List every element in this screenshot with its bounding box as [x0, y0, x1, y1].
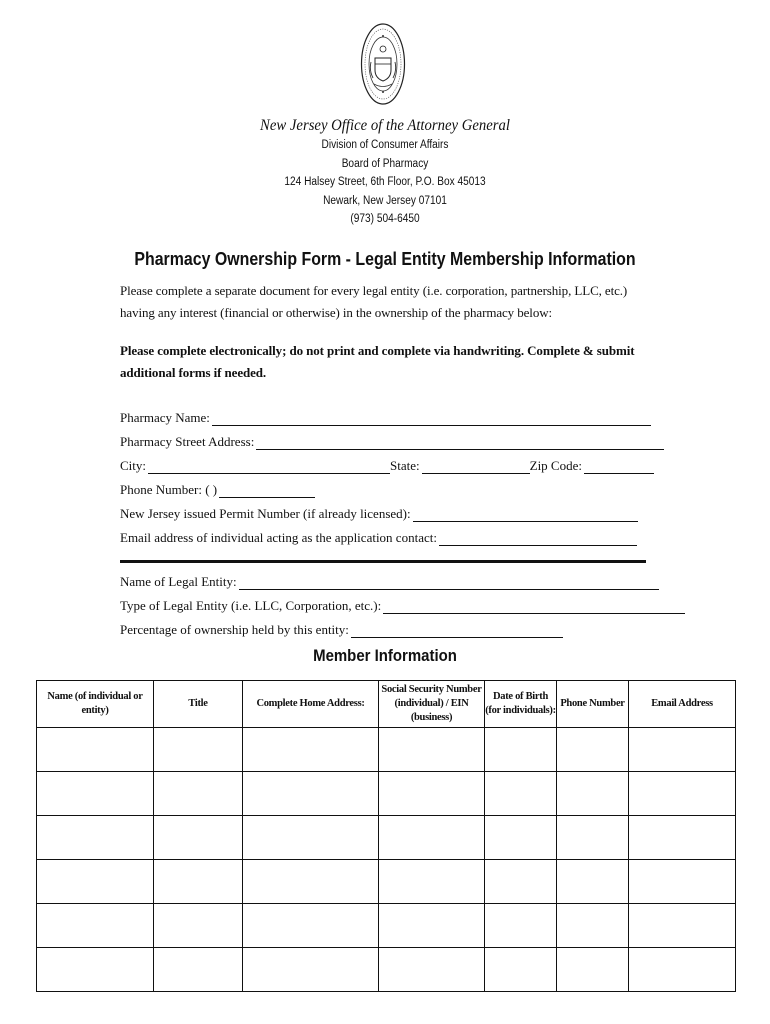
table-cell[interactable]	[243, 772, 379, 816]
permit-label: New Jersey issued Permit Number (if already licensed):	[120, 506, 411, 521]
table-row	[37, 904, 736, 948]
table-row	[37, 728, 736, 772]
table-cell[interactable]	[37, 772, 154, 816]
table-row	[37, 816, 736, 860]
permit-field[interactable]	[120, 506, 638, 522]
entity-type-field[interactable]	[120, 598, 685, 614]
table-cell[interactable]	[154, 772, 243, 816]
table-row	[37, 948, 736, 992]
phone-label: Phone Number: ( )	[120, 482, 218, 497]
city-label: City:	[120, 458, 147, 473]
table-cell[interactable]	[243, 816, 379, 860]
table-cell[interactable]	[629, 728, 736, 772]
table-cell[interactable]	[243, 860, 379, 904]
table-cell[interactable]	[154, 816, 243, 860]
table-cell[interactable]	[485, 772, 557, 816]
table-cell[interactable]	[557, 772, 629, 816]
instruction-text: Please complete a separate document for every legal entity (i.e. corporation, partnership, LLC, etc.) having any interest (financial or otherwise) in the ownership of the pharmacy below:	[120, 283, 628, 320]
ownership-pct-field[interactable]	[120, 622, 563, 638]
table-cell[interactable]	[379, 816, 485, 860]
column-header-address: Complete Home Address:	[243, 681, 379, 728]
zip-line[interactable]	[584, 461, 654, 474]
state-seal-icon	[360, 22, 406, 106]
table-cell[interactable]	[37, 860, 154, 904]
table-cell[interactable]	[629, 772, 736, 816]
ownership-pct-label: Percentage of ownership held by this entity:	[120, 622, 349, 637]
state-line[interactable]	[422, 461, 530, 474]
table-cell[interactable]	[379, 860, 485, 904]
table-cell[interactable]	[379, 728, 485, 772]
phone-field[interactable]	[120, 482, 315, 498]
pharmacy-name-field[interactable]	[120, 410, 651, 426]
phone-line[interactable]	[219, 485, 315, 498]
pharmacy-name-label: Pharmacy Name:	[120, 410, 210, 425]
table-cell[interactable]	[379, 904, 485, 948]
table-cell[interactable]	[37, 904, 154, 948]
member-table-header-row	[37, 681, 736, 728]
table-cell[interactable]	[243, 948, 379, 992]
table-cell[interactable]	[629, 904, 736, 948]
address-line: 124 Halsey Street, 6th Floor, P.O. Box 45013	[284, 176, 486, 188]
table-cell[interactable]	[37, 948, 154, 992]
table-cell[interactable]	[154, 728, 243, 772]
table-cell[interactable]	[557, 860, 629, 904]
state-label: State:	[390, 458, 420, 473]
table-cell[interactable]	[485, 948, 557, 992]
email-contact-field[interactable]	[120, 530, 637, 546]
table-cell[interactable]	[629, 948, 736, 992]
city-line: Newark, New Jersey 07101	[323, 194, 447, 207]
division-line: Division of Consumer Affairs	[321, 139, 449, 151]
board-line: Board of Pharmacy	[341, 157, 429, 170]
form-title: Pharmacy Ownership Form - Legal Entity Membership Information	[134, 248, 636, 269]
letterhead	[0, 116, 770, 229]
pharmacy-name-line[interactable]	[212, 413, 651, 426]
table-cell[interactable]	[379, 772, 485, 816]
column-header-ssn-ein: Social Security Number (individual) / EIN (business)	[379, 681, 485, 728]
column-header-email: Email Address	[629, 681, 736, 728]
street-address-field[interactable]	[120, 434, 664, 450]
column-header-phone: Phone Number	[557, 681, 629, 728]
table-cell[interactable]	[379, 948, 485, 992]
table-cell[interactable]	[37, 728, 154, 772]
table-cell[interactable]	[557, 816, 629, 860]
table-cell[interactable]	[243, 728, 379, 772]
zip-label: Zip Code:	[529, 458, 582, 473]
street-address-line[interactable]	[256, 437, 664, 450]
table-cell[interactable]	[557, 948, 629, 992]
column-header-title: Title	[154, 681, 243, 728]
table-cell[interactable]	[557, 728, 629, 772]
member-table	[36, 680, 736, 992]
table-cell[interactable]	[154, 904, 243, 948]
table-cell[interactable]	[557, 904, 629, 948]
entity-name-field[interactable]	[120, 574, 659, 590]
entity-type-line[interactable]	[383, 601, 685, 614]
email-contact-label: Email address of individual acting as the application contact:	[120, 530, 437, 545]
section-divider	[120, 560, 646, 563]
table-cell[interactable]	[485, 860, 557, 904]
column-header-name: Name (of individual or entity)	[37, 681, 154, 728]
city-line[interactable]	[148, 461, 390, 474]
table-cell[interactable]	[154, 860, 243, 904]
table-cell[interactable]	[37, 816, 154, 860]
table-row	[37, 772, 736, 816]
table-row	[37, 860, 736, 904]
permit-line[interactable]	[413, 509, 638, 522]
entity-name-line[interactable]	[239, 577, 659, 590]
column-header-dob: Date of Birth (for individuals):	[485, 681, 557, 728]
member-info-heading: Member Information	[313, 646, 457, 665]
table-cell[interactable]	[485, 816, 557, 860]
street-address-label: Pharmacy Street Address:	[120, 434, 255, 449]
entity-name-label: Name of Legal Entity:	[120, 574, 237, 589]
city-state-zip-field[interactable]	[120, 458, 654, 474]
table-cell[interactable]	[154, 948, 243, 992]
table-cell[interactable]	[629, 816, 736, 860]
entity-type-label: Type of Legal Entity (i.e. LLC, Corporation, etc.):	[120, 598, 382, 613]
table-cell[interactable]	[485, 904, 557, 948]
electronic-notice: Please complete electronically; do not print and complete via handwriting. Complete & submit additional forms if needed.	[120, 343, 635, 380]
table-cell[interactable]	[629, 860, 736, 904]
table-cell[interactable]	[485, 728, 557, 772]
phone-line: (973) 504-6450	[350, 213, 420, 225]
agency-name: New Jersey Office of the Attorney General	[260, 117, 510, 134]
ownership-pct-line[interactable]	[351, 625, 563, 638]
table-cell[interactable]	[243, 904, 379, 948]
email-contact-line[interactable]	[439, 533, 637, 546]
